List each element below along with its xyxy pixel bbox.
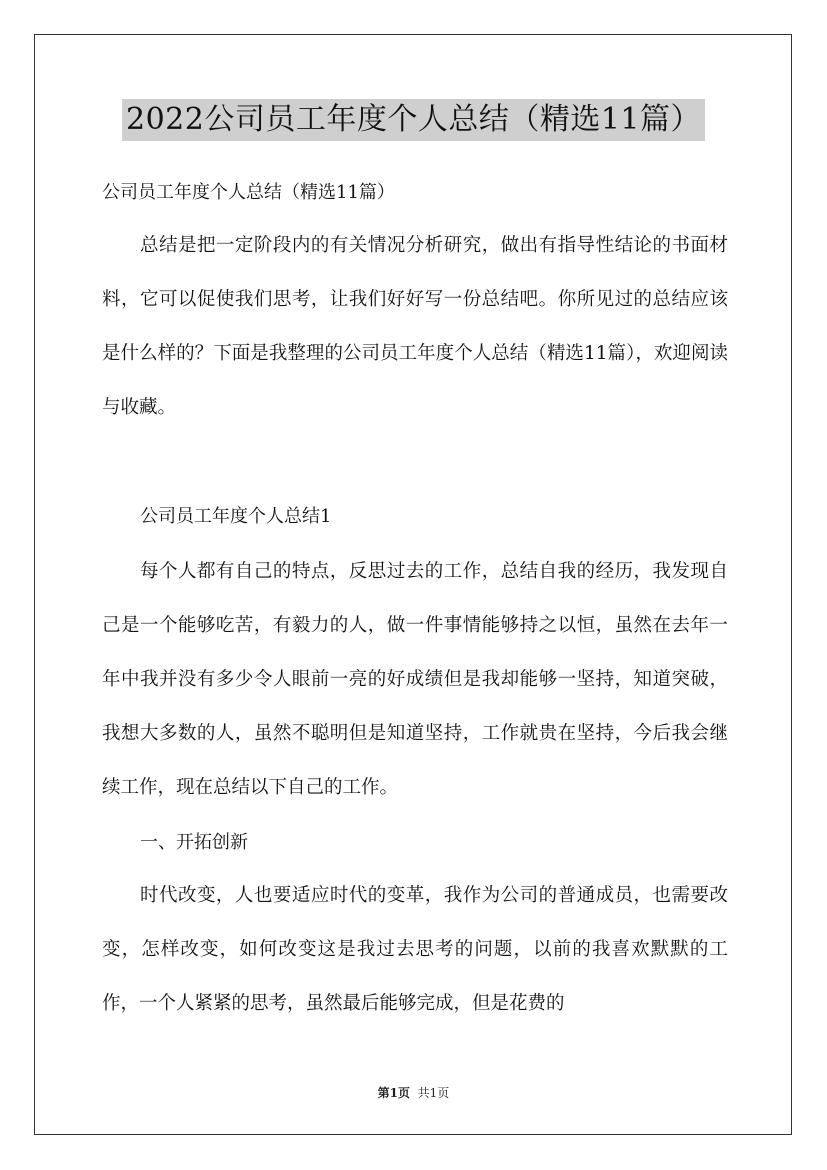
page-number: 第1页 <box>377 1086 411 1100</box>
section-body-2: 时代改变，人也要适应时代的变革，我作为公司的普通成员，也需要改变，怎样改变，如何改变这是我过去思考的问题，以前的我喜欢默默的工作，一个人紧紧的思考，虽然最后能够完成，但是花费的 <box>102 885 728 1014</box>
intro-paragraph: 总结是把一定阶段内的有关情况分析研究，做出有指导性结论的书面材料，它可以促使我们思考，让我们好好写一份总结吧。你所见过的总结应该是什么样的？下面是我整理的公司员工年度个人总结（精选11篇），欢迎阅读与收藏。 <box>102 235 728 418</box>
document-title: 2022公司员工年度个人总结（精选11篇） <box>122 99 705 141</box>
section-heading-1: 公司员工年度个人总结1 <box>140 506 332 527</box>
document-subtitle: 公司员工年度个人总结（精选11篇） <box>102 182 395 203</box>
page-total: 共1页 <box>417 1086 450 1100</box>
title-container <box>0 99 827 141</box>
section-heading-2: 一、开拓创新 <box>140 832 248 853</box>
page-footer <box>0 1083 827 1103</box>
section-body-1: 每个人都有自己的特点，反思过去的工作，总结自我的经历，我发现自己是一个能够吃苦，有毅力的人，做一件事情能够持之以恒，虽然在去年一年中我并没有多少令人眼前一亮的好成绩但是我却能够一坚持，知道突破，我想大多数的人，虽然不聪明但是知道坚持，工作就贵在坚持，今后我会继续工作，现在总结以下自己的工作。 <box>102 561 728 798</box>
